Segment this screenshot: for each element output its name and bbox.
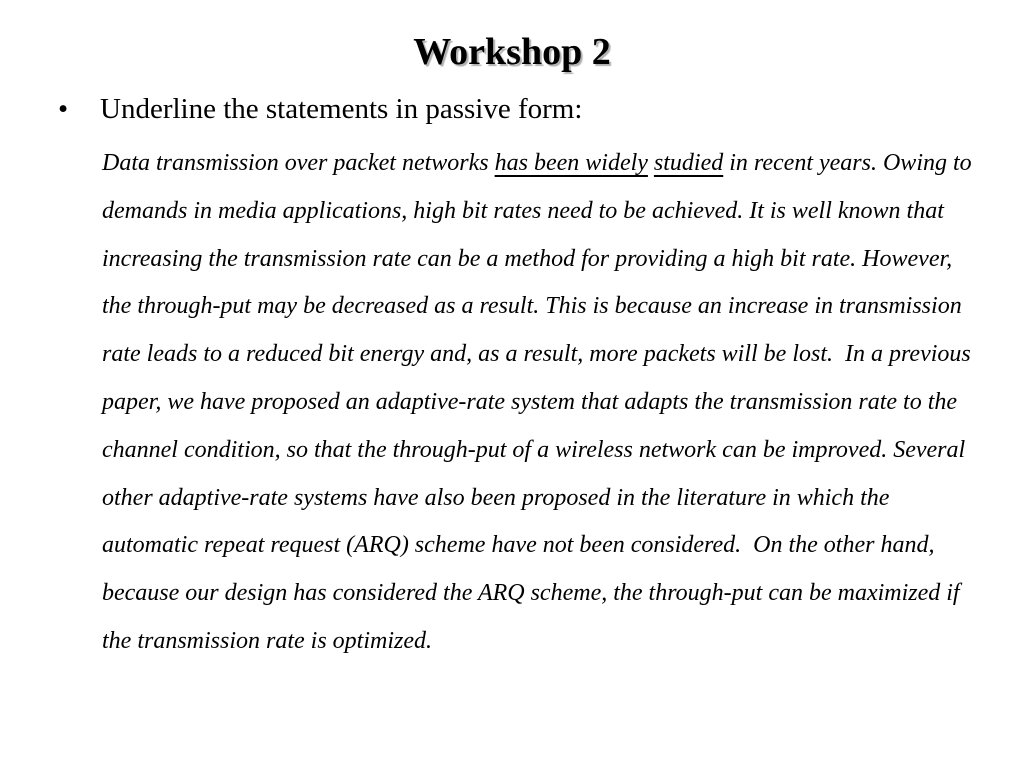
passage-underlined-segment: studied [653, 150, 724, 176]
slide-title: Workshop 2 [413, 31, 611, 73]
passage-underlined-segment: has been widely [494, 150, 648, 176]
bullet-dot-icon: • [58, 93, 69, 125]
bullet-instruction: Underline the statements in passive form: [100, 93, 583, 125]
passage-text [102, 140, 982, 666]
passage-segment: Data transmission over packet networks [102, 150, 495, 176]
bullet-item [58, 88, 998, 130]
passage-segment: in recent years. Owing to demands in media applications, high bit rates need to be achieved. It is well known that increasing the transmission rate can be a method for providing a high bit rate. However, the through-put may be decreased as a result. This is because an increase in transmission rate leads to a reduced bit energy and, as a result, more packets will be lost. In a previous paper, we have proposed an adaptive-rate system that adapts the transmission rate to the channel condition, so that the through-put of a wireless network can be improved. Several other adaptive-rate systems have also been proposed in the literature in which the automatic repeat request (ARQ) scheme have not been considered. On the other hand, because our design has considered the ARQ scheme, the through-put can be maximized if the transmission rate is optimized. [102, 150, 978, 654]
